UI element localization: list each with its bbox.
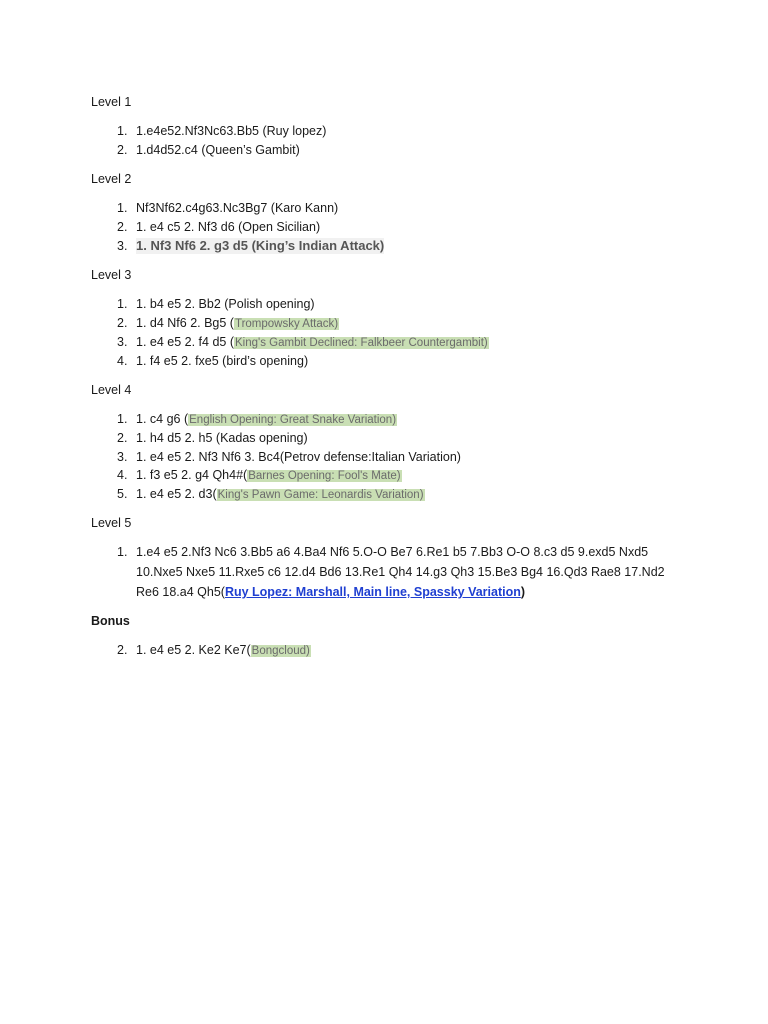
opening-line: 1. Nf3 Nf6 2. g3 d5 (King’s Indian Attack): [136, 238, 385, 253]
opening-line: [136, 642, 311, 659]
highlighted-opening-name: Trompowsky Attack): [234, 318, 339, 330]
opening-line: 1. b4 e5 2. Bb2 (Polish opening): [136, 297, 315, 311]
opening-line: 1. e4 c5 2. Nf3 d6 (Open Sicilian): [136, 220, 321, 234]
opening-name-link[interactable]: Ruy Lopez: Marshall, Main line, Spassky Variation: [224, 585, 521, 599]
opening-moves: 1. c4 g6 (: [136, 412, 189, 426]
list-number: 2.: [117, 643, 128, 657]
opening-line: [136, 486, 425, 503]
list-number: 1.: [117, 545, 128, 559]
opening-line: 1.e4e52.Nf3Nc63.Bb5 (Ruy lopez): [136, 124, 327, 138]
list-number: 2.: [117, 431, 128, 445]
opening-line: 1. h4 d5 2. h5 (Kadas opening): [136, 431, 308, 445]
opening-line: [136, 315, 339, 332]
list-number: 1.: [117, 412, 128, 426]
bonus-heading: Bonus: [91, 614, 130, 628]
level-1-heading: Level 1: [91, 95, 132, 109]
opening-line: 1.d4d52.c4 (Queen’s Gambit): [136, 143, 300, 157]
opening-line: [136, 467, 402, 484]
opening-line: [136, 411, 397, 428]
list-number: 3.: [117, 335, 128, 349]
list-number: 1.: [117, 297, 128, 311]
list-number: 3.: [117, 239, 128, 253]
opening-line: [136, 334, 489, 351]
opening-moves: 1. e4 e5 2. f4 d5 (: [136, 335, 234, 349]
highlighted-opening-name: King's Gambit Declined: Falkbeer Countergambit): [235, 337, 488, 349]
highlighted-opening-name: King's Pawn Game: Leonardis Variation): [217, 489, 424, 501]
opening-moves: 1.e4 e5 2.Nf3 Nc6 3.Bb5 a6 4.Ba4 Nf6 5.O-O Be7 6.Re1 b5 7.Bb3 O-O 8.c3 d5 9.exd5 Nxd5 10.Nxe5 Nxe5 11.Rxe5 c6 12.d4 Bd6 13.Re1 Qh4 14.g3 Qh3 15.Be3 Bg4 16.Qd3 Rae8 17.Nd2 Re6 18.a4 Qh5(: [136, 545, 665, 599]
list-number: 4.: [117, 354, 128, 368]
list-number: 2.: [117, 143, 128, 157]
list-number: 2.: [117, 316, 128, 330]
list-number: 1.: [117, 201, 128, 215]
opening-moves: 1. f3 e5 2. g4 Qh4#(: [136, 468, 248, 482]
list-number: 3.: [117, 450, 128, 464]
opening-line: [136, 542, 676, 602]
opening-moves: 1. e4 e5 2. Ke2 Ke7(: [136, 643, 251, 657]
list-number: 2.: [117, 220, 128, 234]
highlighted-opening-name: English Opening: Great Snake Variation): [189, 414, 397, 426]
opening-line: 1. f4 e5 2. fxe5 (bird’s opening): [136, 354, 309, 368]
level-2-heading: Level 2: [91, 172, 132, 186]
level-4-heading: Level 4: [91, 383, 132, 397]
level-3-heading: Level 3: [91, 268, 132, 282]
closing-paren: ): [520, 585, 526, 599]
opening-moves: 1. e4 e5 2. d3(: [136, 487, 217, 501]
list-number: 1.: [117, 124, 128, 138]
opening-line: 1. e4 e5 2. Nf3 Nf6 3. Bc4(Petrov defense:Italian Variation): [136, 450, 461, 464]
opening-moves: 1. d4 Nf6 2. Bg5 (: [136, 316, 234, 330]
level-5-heading: Level 5: [91, 516, 132, 530]
list-number: 5.: [117, 487, 128, 501]
list-number: 4.: [117, 468, 128, 482]
highlighted-opening-name: Barnes Opening: Fool's Mate): [248, 470, 401, 482]
opening-line: Nf3Nf62.c4g63.Nc3Bg7 (Karo Kann): [136, 201, 339, 215]
highlighted-opening-name: Bongcloud): [251, 645, 310, 657]
